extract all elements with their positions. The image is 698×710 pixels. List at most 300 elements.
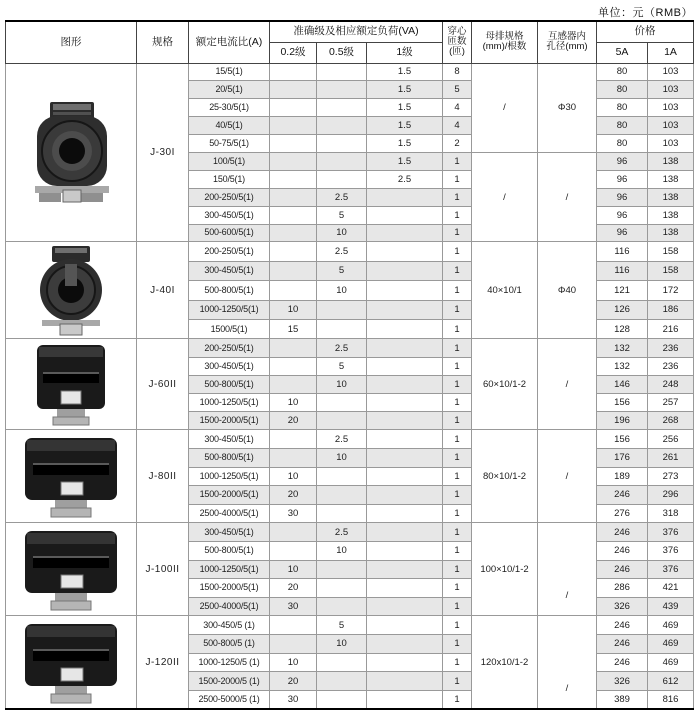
price-5a-cell: 389	[597, 691, 648, 710]
accuracy-05-cell	[317, 135, 367, 153]
price-1a-cell: 138	[648, 224, 694, 242]
accuracy-1-cell	[367, 486, 443, 505]
ratio-cell: 500-800/5(1)	[189, 449, 270, 468]
price-5a-cell: 121	[597, 281, 648, 300]
accuracy-02-cell	[270, 375, 317, 393]
bore-cell: Φ40	[538, 242, 597, 339]
bore-cell: /	[538, 339, 597, 430]
product-photo-cell	[6, 616, 137, 710]
model-cell: J-30I	[137, 63, 189, 242]
ratio-cell: 2500-4000/5(1)	[189, 597, 270, 616]
busbar-cell: /	[472, 152, 538, 241]
turns-cell: 1	[443, 339, 472, 357]
accuracy-1-cell	[367, 691, 443, 710]
accuracy-02-cell	[270, 63, 317, 81]
price-1a-cell: 158	[648, 261, 694, 280]
col-header-image: 图形	[6, 21, 137, 63]
accuracy-1-cell	[367, 319, 443, 338]
turns-cell: 1	[443, 357, 472, 375]
accuracy-1-cell	[367, 542, 443, 561]
model-cell: J-100II	[137, 523, 189, 616]
bore-cell: /	[538, 152, 597, 241]
accuracy-05-cell: 2.5	[317, 430, 367, 449]
price-5a-cell: 246	[597, 653, 648, 672]
price-5a-cell: 96	[597, 152, 648, 170]
price-1a-cell: 216	[648, 319, 694, 338]
price-1a-cell: 376	[648, 523, 694, 542]
col-header-price-1a: 1A	[648, 42, 694, 63]
busbar-cell: 100×10/1-2	[472, 523, 538, 616]
price-1a-cell: 376	[648, 542, 694, 561]
accuracy-02-cell	[270, 339, 317, 357]
accuracy-1-cell	[367, 393, 443, 411]
price-1a-cell: 268	[648, 412, 694, 430]
ratio-cell: 300-450/5(1)	[189, 206, 270, 224]
accuracy-05-cell: 5	[317, 206, 367, 224]
accuracy-02-cell	[270, 281, 317, 300]
price-1a-cell: 186	[648, 300, 694, 319]
accuracy-02-cell	[270, 188, 317, 206]
ratio-cell: 150/5(1)	[189, 170, 270, 188]
price-1a-cell: 172	[648, 281, 694, 300]
accuracy-05-cell: 10	[317, 449, 367, 468]
header-row-1	[6, 21, 694, 42]
price-5a-cell: 96	[597, 206, 648, 224]
price-1a-cell: 816	[648, 691, 694, 710]
price-1a-cell: 376	[648, 560, 694, 579]
price-5a-cell: 116	[597, 242, 648, 261]
price-5a-cell: 80	[597, 63, 648, 81]
accuracy-1-cell	[367, 653, 443, 672]
model-cell: J-80II	[137, 430, 189, 523]
price-1a-cell: 138	[648, 170, 694, 188]
price-5a-cell: 196	[597, 412, 648, 430]
accuracy-05-cell	[317, 99, 367, 117]
price-5a-cell: 96	[597, 188, 648, 206]
accuracy-1-cell	[367, 523, 443, 542]
product-photo-cell	[6, 523, 137, 616]
product-photo-cell	[6, 63, 137, 242]
accuracy-1-cell	[367, 261, 443, 280]
price-5a-cell: 80	[597, 117, 648, 135]
product-photo-cell	[6, 430, 137, 523]
accuracy-02-cell	[270, 616, 317, 635]
accuracy-1-cell	[367, 430, 443, 449]
col-header-price-group: 价格	[597, 21, 694, 42]
turns-cell: 1	[443, 319, 472, 338]
col-header-acc-02: 0.2级	[270, 42, 317, 63]
col-header-acc-1: 1级	[367, 42, 443, 63]
ratio-cell: 1500-2000/5(1)	[189, 579, 270, 598]
turns-cell: 1	[443, 597, 472, 616]
ratio-cell: 1000-1250/5(1)	[189, 467, 270, 486]
product-photo-cell	[6, 242, 137, 339]
accuracy-05-cell	[317, 393, 367, 411]
accuracy-05-cell: 10	[317, 281, 367, 300]
price-5a-cell: 128	[597, 319, 648, 338]
price-5a-cell: 246	[597, 542, 648, 561]
accuracy-02-cell: 30	[270, 691, 317, 710]
accuracy-02-cell: 15	[270, 319, 317, 338]
ratio-cell: 1500/5(1)	[189, 319, 270, 338]
accuracy-1-cell	[367, 560, 443, 579]
busbar-cell: 60×10/1-2	[472, 339, 538, 430]
turns-cell: 1	[443, 152, 472, 170]
bore-cell: /	[538, 616, 597, 710]
price-5a-cell: 246	[597, 635, 648, 654]
accuracy-1-cell: 1.5	[367, 63, 443, 81]
accuracy-1-cell: 1.5	[367, 99, 443, 117]
accuracy-1-cell: 1.5	[367, 81, 443, 99]
price-5a-cell: 326	[597, 597, 648, 616]
busbar-cell: 80×10/1-2	[472, 430, 538, 523]
accuracy-02-cell	[270, 224, 317, 242]
turns-cell: 1	[443, 672, 472, 691]
price-1a-cell: 261	[648, 449, 694, 468]
turns-cell: 1	[443, 504, 472, 523]
accuracy-1-cell	[367, 597, 443, 616]
accuracy-02-cell	[270, 81, 317, 99]
accuracy-1-cell	[367, 672, 443, 691]
turns-cell: 4	[443, 117, 472, 135]
accuracy-05-cell	[317, 170, 367, 188]
accuracy-02-cell: 10	[270, 393, 317, 411]
price-1a-cell: 103	[648, 135, 694, 153]
col-header-ratio: 额定电流比(A)	[189, 21, 270, 63]
ratio-cell: 300-450/5 (1)	[189, 616, 270, 635]
price-5a-cell: 246	[597, 560, 648, 579]
price-5a-cell: 96	[597, 224, 648, 242]
accuracy-02-cell	[270, 152, 317, 170]
accuracy-02-cell	[270, 542, 317, 561]
table-row	[6, 63, 694, 81]
turns-cell: 1	[443, 616, 472, 635]
product-photo-j-80ii	[6, 430, 136, 522]
accuracy-1-cell: 1.5	[367, 135, 443, 153]
product-photo-j-120ii	[6, 616, 136, 708]
bore-cell: /	[538, 430, 597, 523]
price-1a-cell: 318	[648, 504, 694, 523]
price-5a-cell: 176	[597, 449, 648, 468]
price-1a-cell: 138	[648, 206, 694, 224]
price-1a-cell: 296	[648, 486, 694, 505]
turns-cell: 1	[443, 393, 472, 411]
ratio-cell: 20/5(1)	[189, 81, 270, 99]
col-header-accuracy-group: 准确级及相应额定负荷(VA)	[270, 21, 443, 42]
accuracy-02-cell	[270, 357, 317, 375]
turns-cell: 4	[443, 99, 472, 117]
turns-cell: 1	[443, 206, 472, 224]
model-cell: J-60II	[137, 339, 189, 430]
bore-cell: Φ30	[538, 63, 597, 152]
accuracy-1-cell	[367, 224, 443, 242]
ratio-cell: 300-450/5(1)	[189, 523, 270, 542]
ratio-cell: 1500-2000/5 (1)	[189, 672, 270, 691]
turns-cell: 1	[443, 430, 472, 449]
price-5a-cell: 156	[597, 393, 648, 411]
price-5a-cell: 246	[597, 523, 648, 542]
price-5a-cell: 80	[597, 81, 648, 99]
accuracy-02-cell: 20	[270, 486, 317, 505]
price-1a-cell: 103	[648, 81, 694, 99]
ratio-cell: 1000-1250/5(1)	[189, 560, 270, 579]
ratio-cell: 500-600/5(1)	[189, 224, 270, 242]
table-row	[6, 523, 694, 542]
turns-cell: 1	[443, 579, 472, 598]
accuracy-05-cell	[317, 117, 367, 135]
turns-cell: 1	[443, 486, 472, 505]
busbar-cell: 120x10/1-2	[472, 616, 538, 710]
price-1a-cell: 612	[648, 672, 694, 691]
price-1a-cell: 248	[648, 375, 694, 393]
accuracy-05-cell: 5	[317, 616, 367, 635]
accuracy-02-cell: 10	[270, 653, 317, 672]
accuracy-05-cell	[317, 152, 367, 170]
accuracy-05-cell	[317, 672, 367, 691]
price-5a-cell: 132	[597, 357, 648, 375]
price-1a-cell: 421	[648, 579, 694, 598]
ratio-cell: 40/5(1)	[189, 117, 270, 135]
accuracy-02-cell	[270, 170, 317, 188]
turns-cell: 5	[443, 81, 472, 99]
accuracy-1-cell: 2.5	[367, 170, 443, 188]
accuracy-05-cell: 10	[317, 375, 367, 393]
col-header-busbar: 母排规格 (mm)/根数	[472, 21, 538, 63]
ct-price-table	[5, 20, 694, 710]
unit-label: 单位：元（RMB）	[598, 7, 693, 19]
accuracy-02-cell: 20	[270, 672, 317, 691]
accuracy-05-cell: 2.5	[317, 188, 367, 206]
accuracy-1-cell	[367, 375, 443, 393]
ratio-cell: 1500-2000/5(1)	[189, 486, 270, 505]
turns-cell: 1	[443, 242, 472, 261]
accuracy-1-cell	[367, 188, 443, 206]
product-photo-j-30i	[6, 94, 136, 210]
accuracy-05-cell	[317, 560, 367, 579]
bore-cell: /	[538, 523, 597, 616]
accuracy-02-cell: 30	[270, 597, 317, 616]
price-1a-cell: 236	[648, 357, 694, 375]
turns-cell: 1	[443, 170, 472, 188]
price-1a-cell: 236	[648, 339, 694, 357]
price-1a-cell: 103	[648, 99, 694, 117]
ratio-cell: 300-450/5(1)	[189, 430, 270, 449]
ratio-cell: 25-30/5(1)	[189, 99, 270, 117]
price-5a-cell: 189	[597, 467, 648, 486]
price-1a-cell: 469	[648, 616, 694, 635]
accuracy-1-cell	[367, 504, 443, 523]
turns-cell: 1	[443, 412, 472, 430]
accuracy-1-cell	[367, 357, 443, 375]
accuracy-05-cell	[317, 504, 367, 523]
accuracy-05-cell	[317, 653, 367, 672]
price-5a-cell: 246	[597, 486, 648, 505]
ratio-cell: 200-250/5(1)	[189, 339, 270, 357]
accuracy-05-cell	[317, 467, 367, 486]
ratio-cell: 1500-2000/5(1)	[189, 412, 270, 430]
ratio-cell: 15/5(1)	[189, 63, 270, 81]
price-1a-cell: 273	[648, 467, 694, 486]
col-header-spec: 规格	[137, 21, 189, 63]
accuracy-02-cell: 10	[270, 467, 317, 486]
price-5a-cell: 96	[597, 170, 648, 188]
product-photo-j-60ii	[6, 339, 136, 429]
turns-cell: 1	[443, 560, 472, 579]
table-row	[6, 430, 694, 449]
accuracy-1-cell	[367, 339, 443, 357]
turns-cell: 1	[443, 691, 472, 710]
accuracy-1-cell	[367, 467, 443, 486]
price-5a-cell: 146	[597, 375, 648, 393]
turns-cell: 2	[443, 135, 472, 153]
price-5a-cell: 80	[597, 99, 648, 117]
turns-cell: 1	[443, 653, 472, 672]
accuracy-02-cell: 30	[270, 504, 317, 523]
turns-cell: 1	[443, 542, 472, 561]
accuracy-02-cell	[270, 242, 317, 261]
ratio-cell: 50-75/5(1)	[189, 135, 270, 153]
price-1a-cell: 469	[648, 635, 694, 654]
accuracy-1-cell: 1.5	[367, 117, 443, 135]
accuracy-02-cell	[270, 206, 317, 224]
accuracy-02-cell	[270, 523, 317, 542]
price-1a-cell: 138	[648, 188, 694, 206]
accuracy-02-cell: 20	[270, 579, 317, 598]
accuracy-05-cell: 2.5	[317, 242, 367, 261]
price-1a-cell: 256	[648, 430, 694, 449]
ratio-cell: 100/5(1)	[189, 152, 270, 170]
price-1a-cell: 103	[648, 117, 694, 135]
col-header-turns: 穿心 匝数 (匝)	[443, 21, 472, 63]
price-table-body	[6, 63, 694, 709]
busbar-cell: /	[472, 63, 538, 152]
accuracy-05-cell	[317, 486, 367, 505]
product-photo-j-40i	[6, 242, 136, 338]
price-1a-cell: 469	[648, 653, 694, 672]
ratio-cell: 1000-1250/5(1)	[189, 393, 270, 411]
accuracy-1-cell	[367, 449, 443, 468]
table-row	[6, 242, 694, 261]
ratio-cell: 500-800/5(1)	[189, 375, 270, 393]
accuracy-02-cell	[270, 430, 317, 449]
accuracy-1-cell	[367, 242, 443, 261]
accuracy-05-cell: 2.5	[317, 339, 367, 357]
price-5a-cell: 132	[597, 339, 648, 357]
accuracy-05-cell: 2.5	[317, 523, 367, 542]
accuracy-05-cell	[317, 319, 367, 338]
ratio-cell: 2500-4000/5(1)	[189, 504, 270, 523]
price-5a-cell: 80	[597, 135, 648, 153]
ratio-cell: 1000-1250/5(1)	[189, 300, 270, 319]
turns-cell: 8	[443, 63, 472, 81]
price-1a-cell: 138	[648, 152, 694, 170]
ratio-cell: 500-800/5(1)	[189, 542, 270, 561]
price-5a-cell: 326	[597, 672, 648, 691]
product-photo-j-100ii	[6, 523, 136, 615]
turns-cell: 1	[443, 635, 472, 654]
ratio-cell: 2500-5000/5 (1)	[189, 691, 270, 710]
price-5a-cell: 126	[597, 300, 648, 319]
turns-cell: 1	[443, 375, 472, 393]
turns-cell: 1	[443, 281, 472, 300]
accuracy-05-cell	[317, 597, 367, 616]
model-cell: J-40I	[137, 242, 189, 339]
price-1a-cell: 439	[648, 597, 694, 616]
ratio-cell: 300-450/5(1)	[189, 357, 270, 375]
accuracy-05-cell: 10	[317, 542, 367, 561]
model-cell: J-120II	[137, 616, 189, 710]
accuracy-02-cell	[270, 635, 317, 654]
price-5a-cell: 276	[597, 504, 648, 523]
accuracy-02-cell	[270, 261, 317, 280]
price-5a-cell: 246	[597, 616, 648, 635]
accuracy-05-cell	[317, 412, 367, 430]
col-header-price-5a: 5A	[597, 42, 648, 63]
price-5a-cell: 116	[597, 261, 648, 280]
turns-cell: 1	[443, 449, 472, 468]
accuracy-05-cell: 10	[317, 635, 367, 654]
ratio-cell: 500-800/5 (1)	[189, 635, 270, 654]
price-1a-cell: 257	[648, 393, 694, 411]
turns-cell: 1	[443, 523, 472, 542]
accuracy-1-cell	[367, 412, 443, 430]
price-5a-cell: 156	[597, 430, 648, 449]
accuracy-1-cell	[367, 206, 443, 224]
accuracy-02-cell	[270, 99, 317, 117]
accuracy-05-cell	[317, 63, 367, 81]
accuracy-02-cell	[270, 449, 317, 468]
price-5a-cell: 286	[597, 579, 648, 598]
ratio-cell: 500-800/5(1)	[189, 281, 270, 300]
price-1a-cell: 158	[648, 242, 694, 261]
accuracy-1-cell	[367, 635, 443, 654]
product-photo-cell	[6, 339, 137, 430]
accuracy-05-cell: 10	[317, 224, 367, 242]
table-header	[6, 21, 694, 63]
accuracy-1-cell	[367, 281, 443, 300]
accuracy-02-cell: 20	[270, 412, 317, 430]
turns-cell: 1	[443, 261, 472, 280]
accuracy-05-cell	[317, 300, 367, 319]
ratio-cell: 200-250/5(1)	[189, 188, 270, 206]
accuracy-05-cell	[317, 579, 367, 598]
accuracy-05-cell	[317, 691, 367, 710]
col-header-bore: 互感器内 孔径(mm)	[538, 21, 597, 63]
accuracy-02-cell: 10	[270, 560, 317, 579]
ratio-cell: 300-450/5(1)	[189, 261, 270, 280]
ratio-cell: 200-250/5(1)	[189, 242, 270, 261]
accuracy-1-cell: 1.5	[367, 152, 443, 170]
accuracy-1-cell	[367, 579, 443, 598]
accuracy-05-cell	[317, 81, 367, 99]
accuracy-1-cell	[367, 300, 443, 319]
accuracy-02-cell	[270, 135, 317, 153]
accuracy-02-cell	[270, 117, 317, 135]
turns-cell: 1	[443, 188, 472, 206]
accuracy-05-cell: 5	[317, 357, 367, 375]
price-1a-cell: 103	[648, 63, 694, 81]
turns-cell: 1	[443, 224, 472, 242]
ratio-cell: 1000-1250/5 (1)	[189, 653, 270, 672]
table-row	[6, 339, 694, 357]
col-header-acc-05: 0.5级	[317, 42, 367, 63]
busbar-cell: 40×10/1	[472, 242, 538, 339]
turns-cell: 1	[443, 300, 472, 319]
accuracy-02-cell: 10	[270, 300, 317, 319]
accuracy-05-cell: 5	[317, 261, 367, 280]
table-row	[6, 616, 694, 635]
accuracy-1-cell	[367, 616, 443, 635]
